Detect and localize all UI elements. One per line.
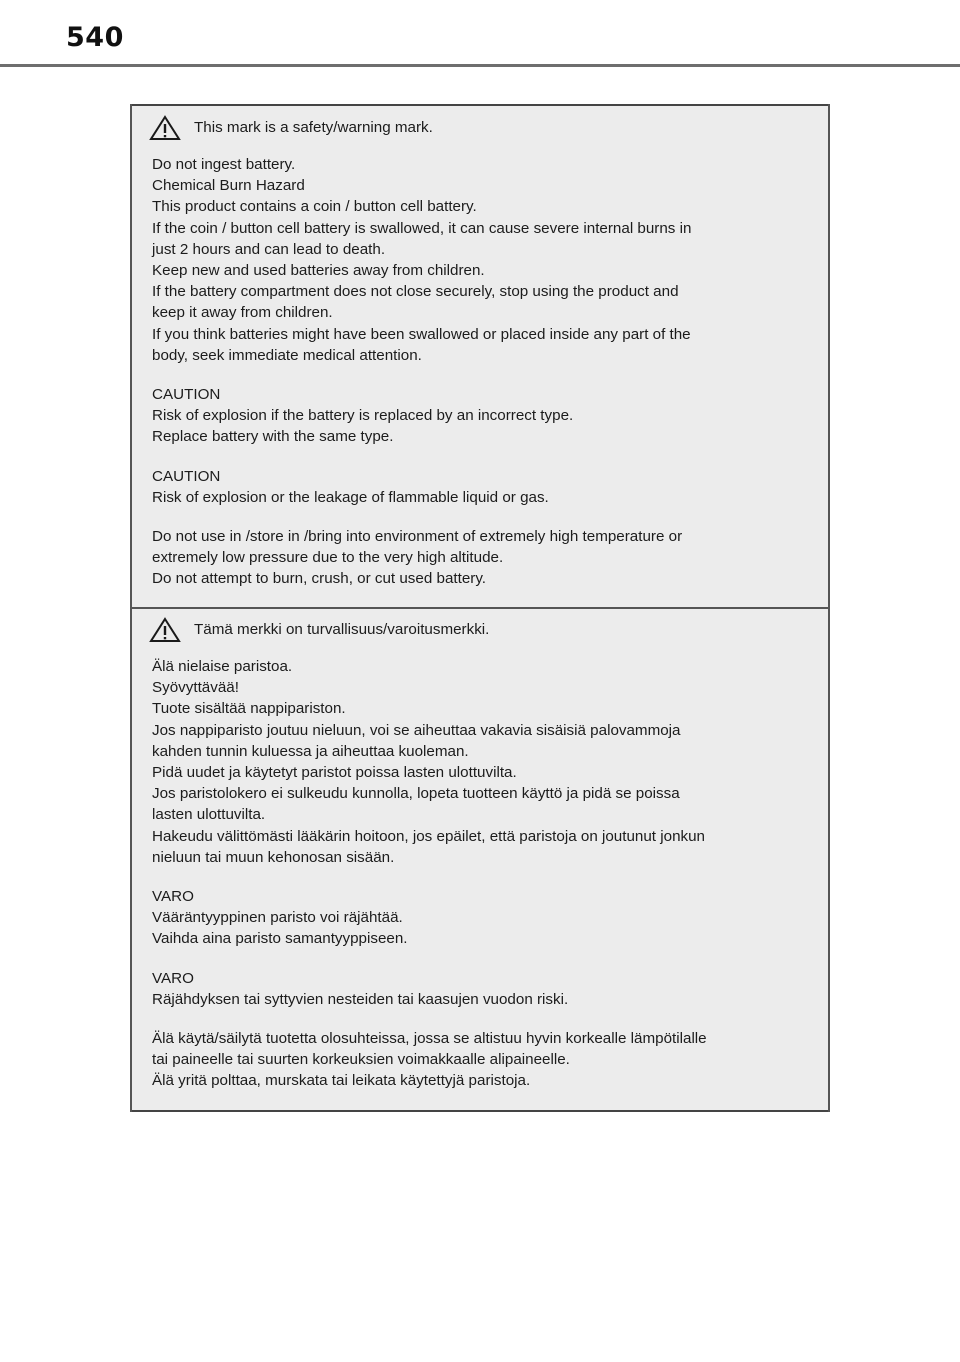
finnish-text-line: lasten ulottuvilta. [152,806,266,824]
box-top-border [132,104,828,106]
english-warning-section [152,114,808,608]
english-paragraph [152,384,808,448]
finnish-text-line: Älä yritä polttaa, murskata tai leikata käytettyjä paristoja. [152,1072,531,1090]
finnish-paragraph [152,656,808,868]
english-text-line: keep it away from children. [152,304,333,322]
english-paragraph [152,466,808,508]
finnish-text-line: Vääräntyyppinen paristo voi räjähtää. [152,909,403,927]
english-text-line: If the battery compartment does not close securely, stop using the product and [152,283,679,301]
finnish-paragraph [152,968,808,1010]
english-text-line: Replace battery with the same type. [152,428,394,446]
finnish-text-line: Älä nielaise paristoa. [152,658,293,675]
english-text-line: Do not attempt to burn, crush, or cut used battery. [152,570,487,588]
warning-triangle-icon [148,616,182,644]
battery-warning-notice [130,104,830,1112]
finnish-text-line: Pidä uudet ja käytetyt paristot poissa lasten ulottuvilta. [152,764,517,782]
finnish-text-line: Vaihda aina paristo samantyyppiseen. [152,930,408,948]
finnish-text-line: Tuote sisältää nappipariston. [152,700,346,718]
finnish-warning-mark-text: Tämä merkki on turvallisuus/varoitusmerkki. [194,621,490,639]
english-text-line: Risk of explosion if the battery is replaced by an incorrect type. [152,407,574,425]
finnish-warning-section [152,616,808,1110]
english-text-line: CAUTION [152,386,221,404]
section-divider [132,607,828,609]
finnish-paragraphs [152,656,808,1092]
english-paragraph [152,154,808,366]
page-number: 540 [66,22,124,53]
finnish-text-line: VARO [152,969,194,987]
english-text-line: CAUTION [152,467,221,485]
finnish-text-line: tai paineelle tai suurten korkeuksien voimakkaalle alipaineelle. [152,1051,570,1069]
finnish-text-line: Syövyttävää! [152,679,239,697]
english-text-line: This product contains a coin / button cell battery. [152,198,477,216]
box-bottom-border [132,1110,828,1112]
finnish-text-line: kahden tunnin kuluessa ja aiheuttaa kuoleman. [152,742,469,760]
english-text-line: extremely low pressure due to the very high altitude. [152,549,504,567]
english-paragraphs [152,154,808,590]
finnish-text-line: nieluun tai muun kehonosan sisään. [152,848,395,866]
english-warning-mark-row [152,114,808,142]
finnish-text-line: Räjähdyksen tai syttyvien nesteiden tai kaasujen vuodon riski. [152,990,569,1008]
english-text-line: Do not use in /store in /bring into environment of extremely high temperature or [152,528,683,546]
finnish-paragraph [152,1028,808,1092]
english-text-line: Do not ingest battery. [152,156,296,173]
finnish-text-line: Älä käytä/säilytä tuotetta olosuhteissa, jossa se altistuu hyvin korkealle lämpötilalle [152,1030,707,1048]
finnish-text-line: VARO [152,888,194,906]
finnish-text-line: Jos paristolokero ei sulkeudu kunnolla, lopeta tuotteen käyttö ja pidä se poissa [152,785,680,803]
finnish-warning-mark-row [152,616,808,644]
english-text-line: If you think batteries might have been swallowed or placed inside any part of the [152,325,691,343]
english-text-line: Risk of explosion or the leakage of flammable liquid or gas. [152,488,549,506]
english-text-line: body, seek immediate medical attention. [152,346,422,364]
finnish-paragraph [152,886,808,950]
english-text-line: Keep new and used batteries away from children. [152,262,485,280]
warning-triangle-icon [148,114,182,142]
finnish-text-line: Hakeudu välittömästi lääkärin hoitoon, jos epäilet, että paristoja on joutunut jonkun [152,827,706,845]
page-header [0,0,960,68]
header-rule [0,64,960,67]
english-warning-mark-text: This mark is a safety/warning mark. [194,119,433,137]
english-text-line: Chemical Burn Hazard [152,177,305,195]
english-text-line: just 2 hours and can lead to death. [152,240,386,258]
english-paragraph [152,526,808,590]
finnish-text-line: Jos nappiparisto joutuu nieluun, voi se aiheuttaa vakavia sisäisiä palovammoja [152,721,681,739]
english-text-line: If the coin / button cell battery is swallowed, it can cause severe internal burns in [152,219,692,237]
